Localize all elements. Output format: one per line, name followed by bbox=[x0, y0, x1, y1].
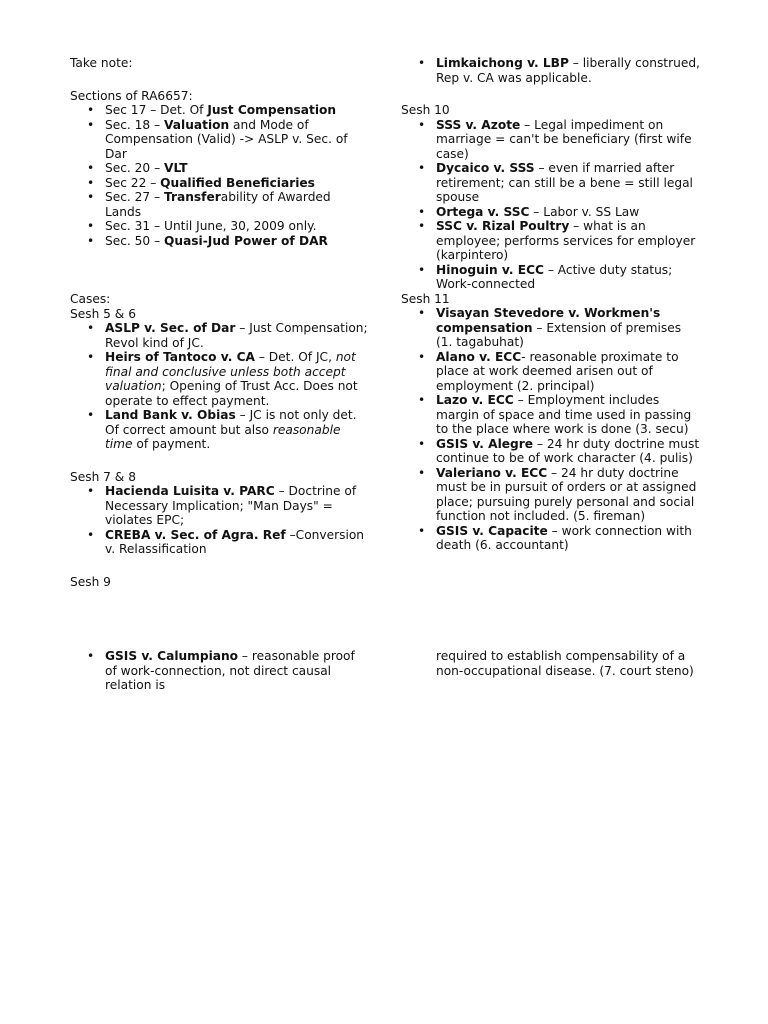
sections-list bbox=[70, 103, 370, 248]
list-item: • Sec. 27 – Transferability of Awarded Lands bbox=[70, 190, 370, 219]
list-item: • Ortega v. SSC – Labor v. SS Law bbox=[401, 205, 701, 220]
list-item: • Hinoguin v. ECC – Active duty status; Work-connected bbox=[401, 263, 701, 292]
sesh-9-heading: Sesh 9 bbox=[70, 574, 111, 589]
list-item: • Dycaico v. SSS – even if married after retirement; can still be a bene = still legal spouse bbox=[401, 161, 701, 205]
list-item: • Land Bank v. Obias – JC is not only det. Of correct amount but also reasonable time of payment. bbox=[70, 408, 370, 452]
take-note-label: Take note: bbox=[70, 56, 133, 70]
list-item: • GSIS v. Calumpiano – reasonable proof of work-connection, not direct causal relation is bbox=[70, 649, 370, 693]
cases-11-list bbox=[401, 306, 701, 553]
list-item: • SSS v. Azote – Legal impediment on marriage = can't be beneficiary (first wife case) bbox=[401, 118, 701, 162]
cases-heading: Cases: bbox=[70, 292, 111, 306]
left-column bbox=[70, 56, 370, 589]
list-item: • Limkaichong v. LBP – liberally construed, Rep v. CA was applicable. bbox=[401, 56, 701, 85]
cases-5-6-list bbox=[70, 321, 370, 452]
sesh-7-8-heading: Sesh 7 & 8 bbox=[70, 469, 136, 484]
sesh-11-heading: Sesh 11 bbox=[401, 291, 450, 306]
left-bottom-fragment bbox=[70, 649, 370, 693]
list-item: • Sec. 31 – Until June, 30, 2009 only. bbox=[70, 219, 370, 234]
sesh-5-6-heading: Sesh 5 & 6 bbox=[70, 306, 136, 321]
list-item: • Sec. 18 – Valuation and Mode of Compensation (Valid) -> ASLP v. Sec. of Dar bbox=[70, 118, 370, 162]
continuation-text: required to establish compensability of a non-occupational disease. (7. court steno) bbox=[436, 649, 694, 678]
list-item: • Sec 22 – Qualified Beneficiaries bbox=[70, 176, 370, 191]
list-item: • Sec. 20 – VLT bbox=[70, 161, 370, 176]
sections-heading: Sections of RA6657: bbox=[70, 88, 193, 103]
list-item: • Sec. 50 – Quasi-Jud Power of DAR bbox=[70, 234, 370, 249]
list-item: • GSIS v. Alegre – 24 hr duty doctrine must continue to be of work character (4. pulis) bbox=[401, 437, 701, 466]
list-item: • Lazo v. ECC – Employment includes margin of space and time used in passing to the place where work is done (3. secu) bbox=[401, 393, 701, 437]
list-item: • Alano v. ECC- reasonable proximate to place at work deemed arisen out of employment (2. principal) bbox=[401, 350, 701, 394]
list-item: • Visayan Stevedore v. Workmen's compensation – Extension of premises (1. tagabuhat) bbox=[401, 306, 701, 350]
list-item: • Sec 17 – Det. Of Just Compensation bbox=[70, 103, 370, 118]
list-item: • Valeriano v. ECC – 24 hr duty doctrine must be in pursuit of orders or at assigned place; pursuing purely personal and social function not included. (5. fireman) bbox=[401, 466, 701, 524]
cases-7-8-list bbox=[70, 484, 370, 557]
list-item: • SSC v. Rizal Poultry – what is an employee; performs services for employer (karpintero) bbox=[401, 219, 701, 263]
right-column bbox=[401, 56, 701, 553]
list-item: • Heirs of Tantoco v. CA – Det. Of JC, not final and conclusive unless both accept valuation; Opening of Trust Acc. Does not operate to effect payment. bbox=[70, 350, 370, 408]
list-item: • GSIS v. Capacite – work connection with death (6. accountant) bbox=[401, 524, 701, 553]
list-item: • CREBA v. Sec. of Agra. Ref –Conversion v. Relassification bbox=[70, 528, 370, 557]
list-item: • Hacienda Luisita v. PARC – Doctrine of Necessary Implication; "Man Days" = violates EPC; bbox=[70, 484, 370, 528]
sesh-10-heading: Sesh 10 bbox=[401, 103, 450, 117]
right-bottom-fragment bbox=[436, 649, 701, 678]
top-case-list bbox=[401, 56, 701, 85]
cases-10-list bbox=[401, 118, 701, 292]
list-item: • ASLP v. Sec. of Dar – Just Compensation; Revol kind of JC. bbox=[70, 321, 370, 350]
